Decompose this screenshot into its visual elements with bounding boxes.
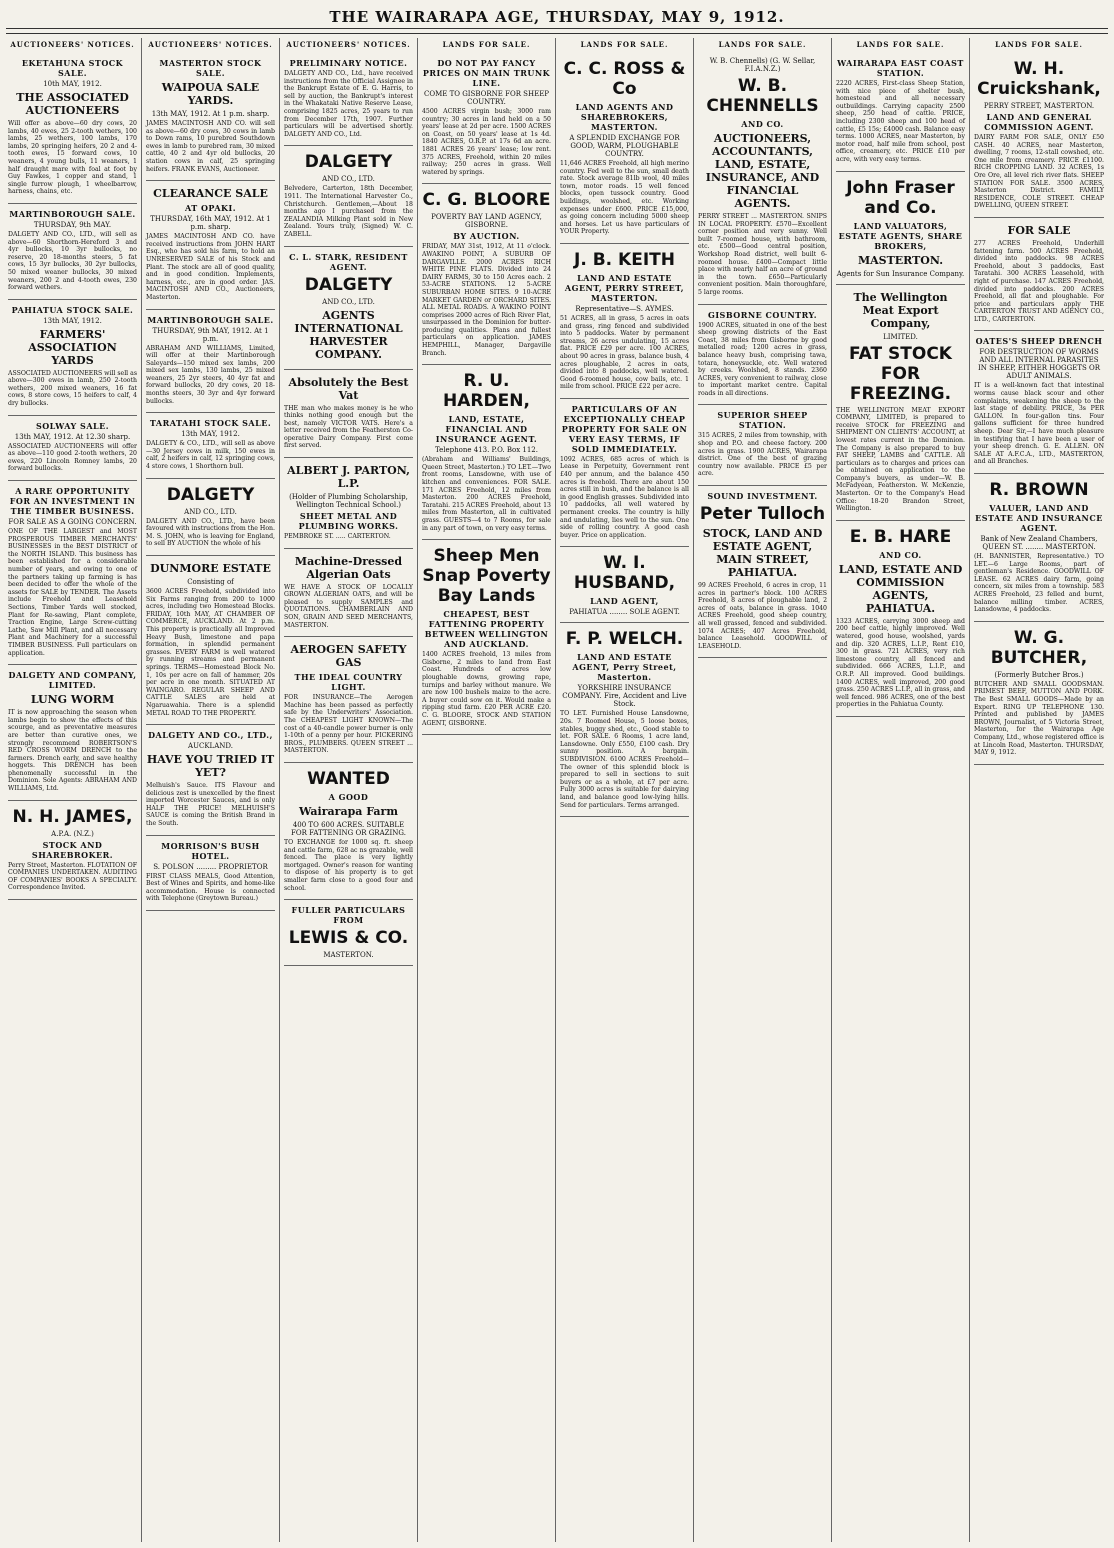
advertisement [284,146,413,246]
ad-heading: SUPERIOR SHEEP STATION. [717,410,808,431]
ad-subline: 13th MAY, 1912. At 12.30 sharp. [14,432,131,441]
columns [4,38,1110,1542]
ad-body: Will offer as above—60 dry cows, 20 lambs, 40 ewes, 25 2-tooth wethers, 100 lambs, 25 wethers, 100 lambs, 170 lambs, 20 springing heifers, 20 2 and 4-tooth ewes, 15 forward cows, 10 weaners, 4 young bulls, 11 weaners, 1 half draught mare with foal at foot by Guy Fawkes, 1 copper and stand, 1 single furrow plough, 1 wheelbarrow, harness, chains, etc. [8,120,137,196]
ad-subline: AND CO., LTD. [322,297,375,306]
advertisement [836,521,965,717]
ad-subtitle: WAIPOUA SALE YARDS. [161,81,260,107]
ad-title: WANTED [307,768,390,789]
ad-heading: WAIRARAPA EAST COAST STATION. [837,58,964,78]
ad-subline: 400 TO 600 ACRES. SUITABLE FOR FATTENING OR GRAZING. [291,820,406,837]
ad-body: (H. BANNISTER, Representative.) TO LET.—6 Large Rooms, part of gentleman's Residence. GOODWILL OF LEASE. 62 ACRES dairy farm, going concern, six miles from a township. 583 ACRES Freehold, 23 felled and burnt, balance milling timber. ACRES, Lansdowne, 4 paddocks. [974,553,1104,614]
column-1 [4,38,142,1542]
ad-heading: DALGETY AND COMPANY, LIMITED. [8,670,137,691]
advertisement [8,481,137,665]
ad-subline: FOR DESTRUCTION OF WORMS AND ALL INTERNAL PARASITES IN SHEEP, EITHER HOGGETS OR ADULT ANIMALS. [977,348,1101,381]
column-heading: LANDS FOR SALE. [995,40,1083,49]
ad-subtitle: FOR SALE [1007,223,1071,237]
ad-body: ASSOCIATED AUCTIONEERS will offer as above—110 good 2-tooth wethers, 20 ewes, 220 Lincoln Romney lambs, 20 forward bullocks. [8,442,137,473]
ad-heading: LAND AGENT, [590,596,659,607]
ad-subline: 10th MAY, 1912. [43,80,102,88]
ad-body: Perry Street, Masterton. FLOTATION OF COMPANIES UNDERTAKEN. AUDITING OF COMPANIES' BOOKS A SPECIALTY. Correspondence Invited. [8,861,137,892]
ad-subline: PERRY STREET, MASTERTON. [983,102,1095,110]
ad-heading: SOLWAY SALE. [35,420,110,431]
ad-heading: BY AUCTION. [453,231,520,242]
ad-body: DALGETY AND CO., LTD., will sell as above—60 Shorthorn-Hereford 3 and 4yr bullocks, 10 3yr bullocks, no reserve, 20 18-months steers, 5 fat cows, 15 3yr bullocks, 30 2yr bullocks, 50 mixed weaner bullocks, 30 mixed weaners, 200 2 and 4-tooth ewes, 230 forward wethers. [8,230,137,292]
ad-subline: (Formerly Butcher Bros.) [994,670,1084,679]
ad-subline: Bank of New Zealand Chambers, QUEEN ST. ........ MASTERTON. [980,535,1098,551]
ad-subline: Telephone 413. P.O. Box 112. [435,446,538,455]
advertisement [8,300,137,416]
ad-heading: SOUND INVESTMENT. [707,491,818,502]
advertisement [560,244,689,399]
ad-body: THE WELLINGTON MEAT EXPORT COMPANY, LIMITED, is prepared to receive STOCK for FREEZING and SHIPMENT ON CLIENTS' ACCOUNT, at lowest rates current in the Dominion. The Company is also prepared to buy FAT SHEEP, LAMBS and CATTLE. All particulars as to charges and prices can be obtained on application to the Company's buyers, as under—W. B. McFadyean, Featherston. W. McKenzie, Masterton. Or to the Company's Head Office: 18-20 Brandon Street, Wellington. [836,406,965,513]
ad-title: FAT STOCK FOR FREEZING. [849,343,952,404]
ad-heading: DALGETY AND CO., LTD., [148,730,273,741]
ad-subline: PAHIATUA ........ SOLE AGENT. [569,608,680,617]
ad-body: 1323 ACRES, carrying 3000 sheep and 200 beef cattle, highly improved. Well watered, good house, woolshed, yards and dip. 320 ACRES, L.I.P., Rent £10, 300 in grass. 721 ACRES, very rich limestone country, all fenced and subdivided. 666 ACRES, L.I.P., and O.R.P. All improved. Good buildings. 1400 ACRES, well improved, 200 good grass. 250 ACRES L.I.P., all in grass, and well fenced. 986 ACRES, one of the best properties in the Pahiatua County. [836,617,965,709]
ad-subtitle: LAND, ESTATE AND COMMISSION AGENTS, PAHIATUA. [838,562,963,615]
advertisement [8,665,137,801]
advertisement [974,218,1104,332]
column-5 [556,38,694,1542]
ad-heading: AND CO. [741,119,784,129]
ad-title: C. G. BLOORE [422,190,551,211]
ad-subtitle: CLEARANCE SALE [153,187,268,201]
ad-heading: LAND, ESTATE, FINANCIAL AND INSURANCE AGENT. [435,414,538,445]
ad-title: DALGETY [166,484,255,505]
ad-title: F. P. WELCH. [565,629,684,650]
ad-title: LEWIS & CO. [288,928,409,949]
advertisement [284,247,413,370]
advertisement [146,181,275,309]
ad-subtitle: HAVE YOU TRIED IT YET? [146,753,275,780]
advertisement [284,370,413,459]
ad-subtitle: THE ASSOCIATED AUCTIONEERS [16,91,129,117]
column-heading: LANDS FOR SALE. [442,40,531,49]
ad-title: DALGETY [304,274,393,295]
column-heading: LANDS FOR SALE. [718,40,807,49]
advertisement [698,486,827,658]
ad-body: JAMES MACINTOSH AND CO. have received instructions from JOHN HART Esq., who has sold his farm, to hold an UNRESERVED SALE of his Stock and Plant. The stock are all of good quality, and in good condition. Implements, harness, etc., are in good order. JAS. MACINTOSH AND CO., Auctioneers, Masterton. [146,233,275,301]
ad-title: W. G. BUTCHER, [990,627,1088,668]
ad-body: THE man who makes money is he who thinks nothing good enough but the best, namely VICTOR VATS. Here's a letter received from the Featherston Co-operative Dairy Company. First come first served. [284,404,413,450]
ad-subline: AND CO., LTD. [322,175,375,184]
column-heading: AUCTIONEERS' NOTICES. [10,40,135,49]
ad-subline: FOR SALE AS A GOING CONCERN. [8,518,137,527]
ad-subline: POVERTY BAY LAND AGENCY, GISBORNE. [431,213,542,230]
ad-title: R. BROWN [989,480,1089,500]
ad-title: W. I. HUSBAND, [573,553,676,594]
ad-body: DALGETY & CO., LTD., will sell as above—30 Jersey cows in milk, 150 ewes in calf, 2 heifers in calf, 12 springing cows, 4 store cows, 1 Shorthorn bull. [146,440,275,471]
ad-subtitle: AGENTS INTERNATIONAL HARVESTER COMPANY. [294,308,403,361]
ad-body: 1400 ACRES freehold, 13 miles from Gisborne, 2 miles to land from East Coast. Hundreds of acres low ploughable downs, growing rape, turnips and barley without manure. We are now 100 bushels maize to the acre. A buyer could sow on it. Would make a ripping stud farm. £20 PER ACRE £20. C. G. BLOORE, STOCK AND STATION AGENT, GISBORNE. [422,651,551,727]
column-7 [832,38,970,1542]
ad-subtitle: DUNMORE ESTATE [150,562,271,575]
advertisement [560,547,689,623]
column-3 [280,38,418,1542]
advertisement [8,801,137,900]
ad-subtitle: Wairarapa Farm [299,804,398,818]
ad-body: DAIRY FARM FOR SALE, ONLY £50 CASH. 40 ACRES, near Masterton, dwelling, 7 rooms, 12-stall cowshed, etc. One mile from creamery. PRICE £1100. RICH CROPPING LAND. 32 ACRES, 1s Ore Ore, all level rich river flats. SHEEP STATION FOR SALE. 3500 ACRES, Masterton District. FAMILY RESIDENCE, COLE STREET. CHEAP DWELLING, QUEEN STREET. [974,134,1104,210]
advertisement [146,413,275,478]
column-2 [142,38,280,1542]
ad-body: Belvedere, Carterton, 18th December, 1911. The International Harvester Co., Christchurch. Gentlemen,—About 18 months ago I purchased from the ZEALANDIA Milking Plant sold in New Zealand. Yours truly, (Signed) W. C. ZABELL. [284,185,413,238]
ad-body: FIRST CLASS MEALS, Good Attention, Best of Wines and Spirits, and home-like accommodation. House is connected with Telephone (Greytown Bureau.) [146,872,275,903]
ad-body: FRIDAY, MAY 31st, 1912, At 11 o'clock. AWAKINO POINT, A SUBURB OF DARGAVILLE. 2000 ACRES RICH WHITE PINE FLATS. Divided into 24 DAIRY FARMS, 30 to 150 Acres each. 2 53-ACRE STATIONS. 12 5-ACRE SUBURBAN HOME SITES. 9 10-ACRE MARKET GARDEN or ORCHARD SITES. ALL METAL ROADS. A WAKINO POINT comprises 2000 acres of Rich River Flat, unsurpassed in the Dominion for butter-producing qualities. Plans and fullest particulars on application. JAMES HEMPHILL, Manager, Dargaville Branch. [422,243,551,357]
advertisement [146,479,275,556]
ad-subline: A SPLENDID EXCHANGE FOR GOOD, WARM, PLOUGHABLE COUNTRY. [569,134,680,158]
advertisement [836,53,965,172]
ad-subline: 13th MAY, 1912. At 1 p.m. sharp. [151,110,270,118]
ad-title: N. H. JAMES, [12,806,133,827]
ad-title: W. H. Cruickshank, [977,59,1101,99]
ad-heading: GISBORNE COUNTRY. [707,309,818,320]
ad-subtitle: FARMERS' ASSOCIATION YARDS [28,327,117,367]
column-4 [418,38,556,1542]
ad-title: Peter Tulloch [699,504,826,525]
advertisement [698,405,827,486]
ad-heading: MASTERTON STOCK SALE. [159,58,262,78]
advertisement [284,763,413,900]
advertisement [8,416,137,481]
ad-subline: Consisting of [187,578,234,586]
ad-body: 3600 ACRES Freehold, subdivided into Six Farms ranging from 200 to 1000 acres, including two Homestead Blocks. FRIDAY, 10th MAY, AT CHAMBER OF COMMERCE, AUCKLAND. At 2 p.m. This property is practically all Improved Heavy Bush, limestone and papa formation, in splendid permanent grasses. EVERY FARM is well watered by running streams and permanent springs. TERMS—Homestead Block No. 1, 10s per acre on fall of hammer, 20s per acre in one month. SITUATED AT WAINGARO. REGULAR SHEEP AND CATTLE SALES are held at Ngaruawahia. There is a splendid METAL ROAD TO THE PROPERTY. [146,588,275,717]
advertisement [284,637,413,763]
ad-heading: DO NOT PAY FANCY PRICES ON MAIN TRUNK LINE. [422,58,551,88]
masthead-rule-2 [6,33,1108,34]
advertisement [698,53,827,305]
column-heading: AUCTIONEERS' NOTICES. [286,40,411,49]
ad-body: 4500 ACRES virgin bush; 3000 ram country; 30 acres in land held on a 50 years' lease at 2d per acre. 1500 ACRES on Coast, on 50 years' lease at 1s 4d. 1840 ACRES, O.R.P. at 17s 6d an acre. 1881 ACRES 26 years' lease; low rent. 375 ACRES, Freehold, within 20 miles railway; 250 acres in grass. Well watered by springs. [422,108,551,176]
ad-subline: THURSDAY, 16th MAY, 1912. At 1 p.m. sharp. [150,215,271,232]
ad-subtitle: LUNG WORM [30,693,115,707]
ad-subtitle: Absolutely the Best Vat [288,375,409,402]
ad-heading: MORRISON'S BUSH HOTEL. [161,840,260,861]
ad-subline: Agents for Sun Insurance Company. [836,269,965,278]
ad-subline: AND CO., LTD. [184,507,237,516]
ad-title: E. B. HARE [849,526,952,547]
advertisement [284,53,413,146]
ad-body: 277 ACRES Freehold, Underhill fattening farm. 500 ACRES Freehold, divided into paddocks. 98 ACRES Freehold, about 3 paddocks, East Taratahi. 300 ACRES Leasehold, with right of purchase. 147 ACRES Freehold, divided into paddocks. 200 ACRES Freehold, all flat and ploughable. For price and particulars apply THE CARTERTON TRUST AND AGENCY CO., LTD., CARTERTON. [974,239,1104,323]
ad-body: IT is now approaching the season when lambs begin to show the effects of this scourge, and as preventative measures are better than curative ones, we strongly recommend ROBERTSON'S RED CROSS WORM DRENCH to the farmers. Drench early, and save healthy hoggets. This DRENCH has been phenomenally successful in the Dominion. Sole Agents: ABRAHAM AND WILLIAMS, Ltd. [8,709,137,793]
ad-heading: C. L. STARK, RESIDENT AGENT. [289,251,408,272]
ad-heading: PARTICULARS OF AN EXCEPTIONALLY CHEAP PROPERTY FOR SALE ON VERY EASY TERMS, IF SOLD IMMEDIATELY. [561,403,688,454]
advertisement [836,285,965,521]
ad-heading: LAND AND ESTATE AGENT, Perry Street, Masterton. [572,652,677,683]
ad-title: C. C. ROSS & Co [563,59,686,99]
advertisement [974,53,1104,218]
ad-subline: 13th MAY, 1912. [181,430,240,439]
ad-heading: OATES'S SHEEP DRENCH [975,336,1103,347]
advertisement [974,474,1104,622]
advertisement [8,204,137,300]
ad-subline: COME TO GISBORNE FOR SHEEP COUNTRY. [423,90,550,106]
ad-heading: CHEAPEST, BEST FATTENING PROPERTY BETWEEN WELLINGTON AND AUCKLAND. [424,609,549,650]
advertisement [698,305,827,406]
ad-body: WE HAVE A STOCK OF LOCALLY GROWN ALGERIAN OATS, and will be pleased to supply SAMPLES and QUOTATIONS. CHAMBERLAIN AND SON, GRAIN AND SEED MERCHANTS, MASTERTON. [284,583,413,629]
ad-heading: PRELIMINARY NOTICE. [289,58,408,68]
advertisement [284,549,413,638]
ad-heading: THE IDEAL COUNTRY LIGHT. [294,672,403,693]
ad-body: 1092 ACRES, 685 acres of which is Lease in Perpetuity, Government rent £40 per annum, and the balance 450 acres is freehold. There are about 150 acres still in bush, and the balance is all in good English grasses. Subdivided into 10 paddocks, all well watered by permanent creeks. The country is hilly and undulating, lies well to the sun. One side of rolling country. A good cash buyer. Price on application. [560,455,689,539]
ad-body: 2220 ACRES, First-class Sheep Station, with nice piece of shelter bush, homestead and all necessary outbuildings. Carrying capacity 2500 sheep, 250 head of cattle. PRICE, including 2300 sheep and 100 head of cattle, £5 15s; £4000 cash. Balance easy terms. 1000 ACRES, near Masterton, by motor road, half mile from school, post office, creamery, etc. PRICE £10 per acre, with very easy terms. [836,80,965,163]
ad-heading: LAND AND GENERAL COMMISSION AGENT. [984,112,1094,132]
ad-heading: PAHIATUA STOCK SALE. [11,304,134,315]
ad-title: DALGETY [304,152,393,173]
advertisement [974,331,1104,474]
ad-body: FOR INSURANCE—The Aerogen Machine has been passed as perfectly safe by the Underwriters' Association. The CHEAPEST LIGHT KNOWN—The cost of a 40-candle power burner is only 1-10th of a penny per hour. PICKERING BROS., PLUMBERS. QUEEN STREET ... MASTERTON. [284,694,413,755]
advertisement [836,172,965,285]
advertisement [560,399,689,548]
ad-body: DALGETY AND CO., LTD., have been favoured with instructions from the Hon. M. S. JOHN, who is leaving for England, to sell BY AUCTION the whole of his [146,517,275,548]
ad-subline: THURSDAY, 9th MAY. [33,220,112,229]
ad-subline: 13th MAY, 1912. [43,316,102,325]
advertisement [422,540,551,735]
ad-body: PERRY STREET ... MASTERTON. SNIPS IN LOCAL PROPERTY. £570—Excellent corner position and very sunny. Well built 7-roomed house, with bathroom, etc. £500—Good central position, Workshop Road district, well built 6-roomed house. £400—Compact little place with nearly half an acre of ground in the town. £650—Particularly convenient position. Main thoroughfare, 5 large rooms. [698,213,827,296]
ad-subtitle: AUCTIONEERS, ACCOUNTANTS, LAND, ESTATE, INSURANCE, AND FINANCIAL AGENTS. [705,132,820,210]
masthead: THE WAIRARAPA AGE, THURSDAY, MAY 9, 1912. [329,8,785,26]
advertisement [974,622,1104,765]
ad-subtitle: MASTERTON. [857,253,944,267]
ad-body: JAMES MACINTOSH AND CO. will sell as above—60 dry cows, 30 cows in lamb to Down rams, 10 purebred Southdown ewes in lamb to purebred ram, 30 mixed cattle, 40 2 and 4yr old bullocks, 20 station cows in calf, 25 springing heifers. FRANK EVANS, Auctioneer. [146,120,275,173]
advertisement [422,365,551,540]
advertisement [8,53,137,204]
ad-subline: W. B. Chennells) (G. W. Sellar, F.I.A.N.Z.) [709,57,816,73]
column-6 [694,38,832,1542]
ad-subline: Representative—S. AYMES. [575,304,674,313]
ad-body: Melhuish's Sauce. ITS Flavour and delicious zest is unexcelled by the finest imported Worcester Sauces, and is only HALF THE PRICE! MELHUISH'S SAUCE is coming the British Brand in the South. [146,782,275,828]
ad-body: DALGETY AND CO., Ltd., have received instructions from the Official Assignee in the Bankrupt Estate of E. G. Harris, to sell by auction, the Bankrupt's interest in the Whakataki Native Reserve Lease, comprising 1825 acres, 25 years to run from December 17th, 1907. Further particulars will be advertised shortly. DALGETY AND CO., Ltd. [284,70,413,138]
ad-body: 1900 ACRES, situated in one of the best sheep growing districts of the East Coast, 38 miles from Gisborne by good metalled road; 1200 acres in grass, balance heavy bush, comprising tawa, totara, honeysuckle, etc. Well watered by creeks. Woolshed, 8 stands. 2360 ACRES, very convenient to railway, close to important market centre. Capital roads in all directions. [698,321,827,397]
ad-subline: LIMITED. [883,332,918,341]
ad-body: ONE OF THE LARGEST and MOST PROSPEROUS TIMBER MERCHANTS' BUSINESSES in the BEST DISTRICT of the NORTH ISLAND. This business has been established for a considerable number of years, and owing to one of the partners taking up farming is has been decided to offer the whole of the assets for SALE by TENDER. The Assets include Freehold and Leasehold Sections, Timber Yards well stocked, Plant for Re-sawing, Plant complete, Traction Engine, Large Screw-cutting Lathe, Saw Mill Plant, and all necessary Plant and Machinery for a successful TIMBER BUSINESS. Full particulars on application. [8,528,137,657]
ad-body: ABRAHAM AND WILLIAMS, Limited, will offer at their Martinborough Saleyards—150 mixed sex lambs, 200 mixed sex lambs, 130 lambs, 25 mixed weaners, 25 2yr steers, 40 4yr fat and forward bullocks, 20 dry cows, 20 18-months steers, 30 3yr and 4yr forward bullocks. [146,344,275,405]
ad-subline: A.P.A. (N.Z.) [51,829,94,838]
ad-heading: LAND AGENTS AND SHAREBROKERS, MASTERTON. [575,102,674,132]
ad-body: TO EXCHANGE for 1000 sq. ft. sheep and cattle farm, 628 ac ns grazable, well fenced. The place is very lightly mortgaged. Owner's reason for wanting to dispose of his property is to get smaller farm close to a good four and school. [284,838,413,892]
ad-body: (Abraham and Williams' Buildings, Queen Street, Masterton.) TO LET.—Two front rooms, Lansdowne, with use of kitchen and conveniences. FOR SALE. 171 ACRES Freehold, 12 miles from Masterton. 200 ACRES Freehold, Taratahi. 215 ACRES Freehold, about 13 miles from Masterton, all in cultivated grass. GUESTS—4 to 7 Rooms, for sale in any part of town, on very easy terms. [422,456,551,532]
ad-subline: YORKSHIRE INSURANCE COMPANY. Fire, Accident and Live Stock. [562,684,687,709]
column-8 [970,38,1108,1542]
ad-subline: S. POLSON ......... PROPRIETOR [153,862,268,871]
ad-title: John Fraser and Co. [846,177,955,218]
ad-heading: MARTINBOROUGH SALE. [147,314,274,325]
ad-body: 99 ACRES Freehold, 6 acres in crop, 11 acres in partner's block. 100 ACRES Freehold, 8 acres of ploughable land, 2 acres of oats, balance in grass. 1040 ACRES Freehold, good sheep country, all well grassed, fenced and subdivided. 1074 ACRES; 407 Acres Freehold, balance Leasehold. GOODWILL of LEASEHOLD. [698,582,827,650]
ad-body: 11,646 ACRES Freehold, all high merino country. Fed well to the sun, small death rate. Stock average 81lb wool, 40 miles town, motor roads. 15 well fenced blocks, open tussock country. Good buildings, woolshed, etc. Working expenses under £600. PRICE £15,000, as going concern including 5000 sheep and horses. Let us have particulars of YOUR Property. [560,160,689,236]
ad-heading: AND CO. [879,549,922,560]
advertisement [146,556,275,725]
ad-heading: SHEET METAL AND PLUMBING WORKS. [298,511,399,532]
ad-subline: MASTERTON. [323,951,374,960]
advertisement [146,310,275,414]
ad-heading: AT OPAKI. [184,203,237,214]
ad-heading: STOCK AND SHAREBROKER. [31,839,114,860]
ad-body: TO LET. Furnished House Lansdowne, 20s. 7 Roomed House, 5 loose boxes, stables, buggy shed, etc., Good stable to let. FOR SALE. 6 Rooms, 1 acre land, Lansdowne. Only £550, £100 cash. Dry sunny position. A bargain. SUBDIVISION. 6100 ACRES Freehold—The owner of this splendid block is prepared to sell in sections to suit buyers or as a whole, at £7 per acre. Fully 3000 acres is suitable for dairying land, and balance good low-lying hills. Send for particulars. Terms arranged. [560,710,689,809]
advertisement [422,184,551,365]
ad-body: 51 ACRES, all in grass, 5 acres in oats and grass, ring fenced and subdivided into 5 paddocks. Water by permanent streams, 26 acres undulating, 15 acres flat. PRICE £29 per acre. 100 ACRES, about 90 acres in grass, balance bush, 4 acres ploughable, 2 acres in oats, divided into 8 paddocks, well watered. Good 6-roomed house, cow bails, etc. 1 mile from school. PRICE £22 per acre. [560,314,689,391]
ad-title: R. U. HARDEN, [443,371,530,412]
ad-heading: A RARE OPPORTUNITY FOR AN INVESTMENT IN THE TIMBER BUSINESS. [9,486,136,517]
ad-subtitle: Machine-Dressed Algerian Oats [294,554,403,581]
ad-title: W. B. CHENNELLS [706,76,819,116]
advertisement [284,900,413,966]
ad-heading: VALUER, LAND AND ESTATE AND INSURANCE AGENT. [975,503,1103,533]
ad-heading: EKETAHUNA STOCK SALE. [21,58,124,78]
ad-heading: MARTINBOROUGH SALE. [9,208,136,219]
ad-heading: A GOOD [328,791,369,802]
advertisement [146,53,275,181]
ad-heading: LAND VALUATORS, ESTATE AGENTS, SHARE BROKERS, [838,220,963,251]
ad-subtitle: STOCK, LAND AND ESTATE AGENT, MAIN STREET, PAHIATUA. [702,527,823,580]
ad-body: BUTCHER AND SMALL GOODSMAN. PRIMEST BEEF, MUTTON AND PORK. The Best SMALL GOODS—Made by an Expert. RING UP TELEPHONE 130. Printed and published by JAMES BROWN, Journalist, of 5 Victoria Street, Masterton, for the Wairarapa Age Company, Ltd., whose registered office is at Lincoln Road, Masterton. THURSDAY, MAY 9, 1912. [974,680,1104,757]
column-heading: LANDS FOR SALE. [580,40,669,49]
ad-subline: THURSDAY, 9th MAY, 1912. At 1 p.m. [152,326,269,343]
ad-heading: FULLER PARTICULARS FROM [291,905,406,926]
ad-subtitle: ALBERT J. PARTON, L.P. [287,464,410,491]
advertisement [560,53,689,244]
ad-heading: LAND AND ESTATE AGENT, PERRY STREET, MASTERTON. [564,272,685,303]
masthead-rule [6,28,1108,29]
ad-title: J. B. KEITH [574,249,675,270]
ad-subline: AUCKLAND. [188,742,233,751]
column-heading: LANDS FOR SALE. [856,40,945,49]
ad-title: Sheep Men Snap Poverty Bay Lands [422,546,551,607]
ad-body: IT is a well-known fact that intestinal worms cause black scour and other complaints, weakening the sheep to the last stage of debility. PRICE, 3s PER GALLON. In four-gallon tins. Four gallons sufficient for three hundred sheep. Dear Sir,—I have much pleasure in testifying that I have been a user of your sheep drench. G. E. ALLEN. ON SALE AT A.F.C.A., LTD., MASTERTON, and all Branches. [974,382,1104,466]
advertisement [560,623,689,817]
advertisement [284,458,413,549]
ad-body: 315 ACRES, 2 miles from township, with shop and P.O. and cheese factory. 200 acres in grass. 1900 ACRES, Wairarapa district. One of the best of grazing country now available. PRICE £5 per acre. [698,432,827,478]
ad-body: PEMBROKE ST. ..... CARTERTON. [284,533,391,541]
advertisement [146,725,275,836]
ad-heading: TARATAHI STOCK SALE. [149,418,272,429]
ad-body: ASSOCIATED AUCTIONEERS will sell as above—300 ewes in lamb, 250 2-tooth wethers, 200 mixed weaners, 16 fat cows, 8 store cows, 15 heifers to calf, 4 dry bullocks. [8,369,137,408]
column-heading: AUCTIONEERS' NOTICES. [148,40,273,49]
advertisement [146,836,275,911]
ad-subline: (Holder of Plumbing Scholarship, Wellington Technical School.) [289,493,408,510]
ad-subtitle: The Wellington Meat Export Company, [853,290,948,330]
ad-subtitle: AEROGEN SAFETY GAS [290,643,407,670]
advertisement [422,53,551,184]
